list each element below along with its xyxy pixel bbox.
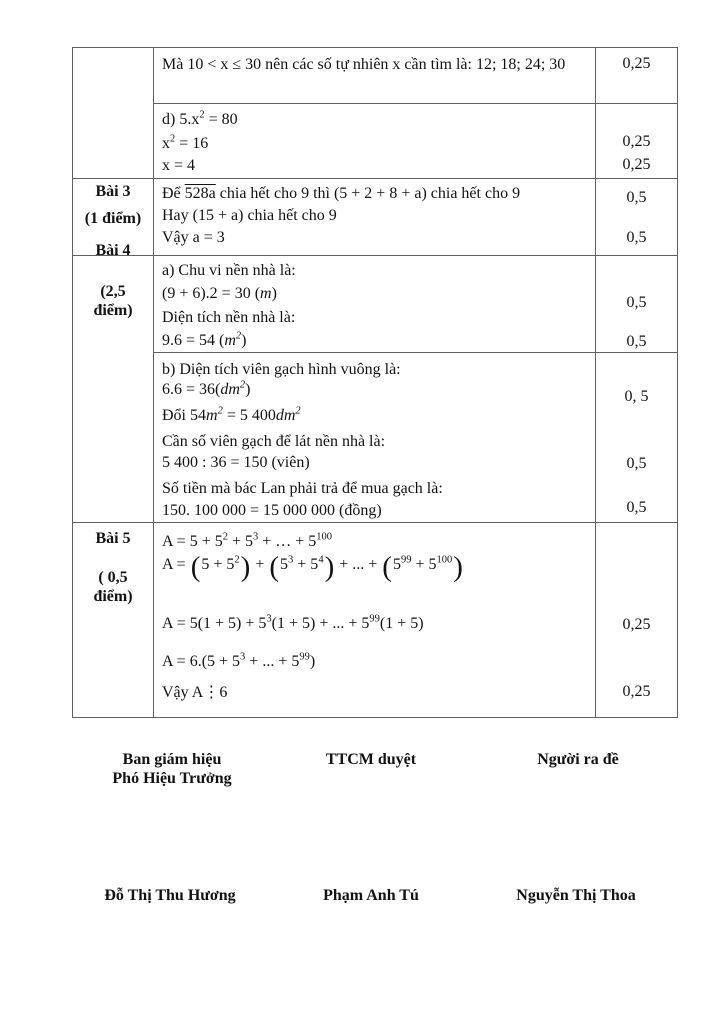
exercise-points: (2,5 [100, 283, 126, 300]
score-value: 0,5 [626, 333, 647, 350]
score-value: 0,5 [626, 189, 647, 206]
signature-heading-ban-giam-hieu [87, 750, 257, 788]
signature-name-text: Đỗ Thị Thu Hương [104, 887, 236, 904]
signature-heading-line: Phó Hiệu Trưởng [112, 770, 232, 787]
answer-line: $6.6 = 36(dm^2)$ [162, 379, 251, 398]
answer-line: 5 400 : 36 = 150 (viên) [162, 454, 310, 471]
score-cell [596, 48, 678, 104]
score-value: 0,25 [622, 616, 651, 633]
exercise-points: điểm) [93, 302, 133, 319]
score-cell [596, 104, 678, 179]
signature-name [491, 886, 661, 905]
answer-line: $A = 6.(5 + 5^3$ + ... + $5^{99}$) [162, 651, 316, 670]
answer-table [72, 47, 678, 718]
label-cell-bai5 [73, 523, 154, 718]
answer-line: Số tiền mà bác Lan phải trả để mua gạch là: [162, 480, 443, 497]
answer-line: Đổi $54m^2 = 5$ $400dm^2$ [162, 405, 301, 424]
content-cell-bai5 [154, 523, 596, 718]
answer-line: x = 4 [162, 157, 196, 174]
content-cell-part-d [154, 104, 596, 179]
score-value: 0,5 [626, 499, 647, 516]
exercise-points: ( 0,5 [98, 569, 128, 586]
signature-heading-line: Ban giám hiệu [122, 751, 222, 768]
content-cell-bai3 [154, 179, 596, 256]
signature-name [291, 886, 451, 905]
content-cell-bai4b [154, 353, 596, 523]
answer-line: 150. 100 000 = 15 000 000 (đồng) [162, 502, 382, 519]
answer-line: Cần số viên gạch để lát nền nhà là: [162, 433, 386, 450]
answer-line: Vậy a = 3 [162, 229, 225, 246]
label-cell-bai4 [73, 242, 154, 523]
signature-heading-nguoi-ra-de [503, 750, 653, 769]
signature-name-text: Phạm Anh Tú [323, 887, 419, 904]
answer-line: b) Diện tích viên gạch hình vuông là: [162, 361, 401, 378]
answer-line: Mà 10 < x ≤ 30 nên các số tự nhiên x cần tìm là: 12; 18; 24; 30 [162, 56, 566, 73]
content-cell-bai4a [154, 256, 596, 353]
answer-line: $A = 5(1 + 5) + 5^3(1 + 5)$ + ... + $5^{99}(1 + 5)$ [162, 613, 424, 632]
answer-line: Để 528a chia hết cho 9 thì (5 + 2 + 8 + a) chia hết cho 9 [162, 185, 521, 202]
exercise-number: Bài 4 [95, 242, 131, 259]
answer-line: a) Chu vi nền nhà là: [162, 262, 296, 279]
score-cell [596, 256, 678, 353]
answer-line: 9.6 = 54 $(m^2)$ [162, 330, 247, 349]
signature-heading-ttcm [296, 750, 446, 769]
score-value: 0,5 [626, 229, 647, 246]
answer-line: Hay (15 + a) chia hết cho 9 [162, 207, 337, 224]
answer-line: $A = (5 + 5^2) + (5^3 + 5^4)$ + ... + $(5^{99} + 5^{100})$ [162, 551, 463, 583]
score-value: 0, 5 [624, 388, 649, 405]
score-value: 0,5 [626, 455, 647, 472]
signature-name-text: Nguyễn Thị Thoa [516, 887, 636, 904]
answer-line: Diện tích nền nhà là: [162, 309, 296, 326]
content-cell-x-range [154, 48, 596, 104]
score-cell [596, 353, 678, 523]
answer-line: d) $5.x^2 = 80$ [162, 109, 238, 128]
answer-line: $A = 5 + 5^2 + 5^3$ + … + $5^{100}$ [162, 531, 333, 550]
score-value: 0,25 [622, 156, 651, 173]
exercise-number: Bài 3 [95, 183, 131, 200]
score-cell [596, 523, 678, 718]
answer-line: Vậy A⋮6 [162, 684, 228, 701]
score-value: 0,25 [622, 133, 651, 150]
signature-heading-line: TTCM duyệt [325, 751, 417, 768]
exercise-number: Bài 5 [95, 530, 131, 547]
label-cell-empty [73, 48, 154, 179]
signature-name [85, 886, 255, 905]
answer-line: $x^2 = 16$ [162, 133, 209, 152]
score-value: 0,25 [622, 55, 651, 72]
score-cell [596, 179, 678, 256]
signature-heading-line: Người ra đề [537, 751, 619, 768]
score-value: 0,25 [622, 683, 651, 700]
exercise-points: (1 điểm) [84, 210, 142, 227]
score-value: 0,5 [626, 294, 647, 311]
exercise-points: điểm) [93, 588, 133, 605]
answer-line: (9 + 6).2 = 30 (m) [162, 285, 277, 302]
